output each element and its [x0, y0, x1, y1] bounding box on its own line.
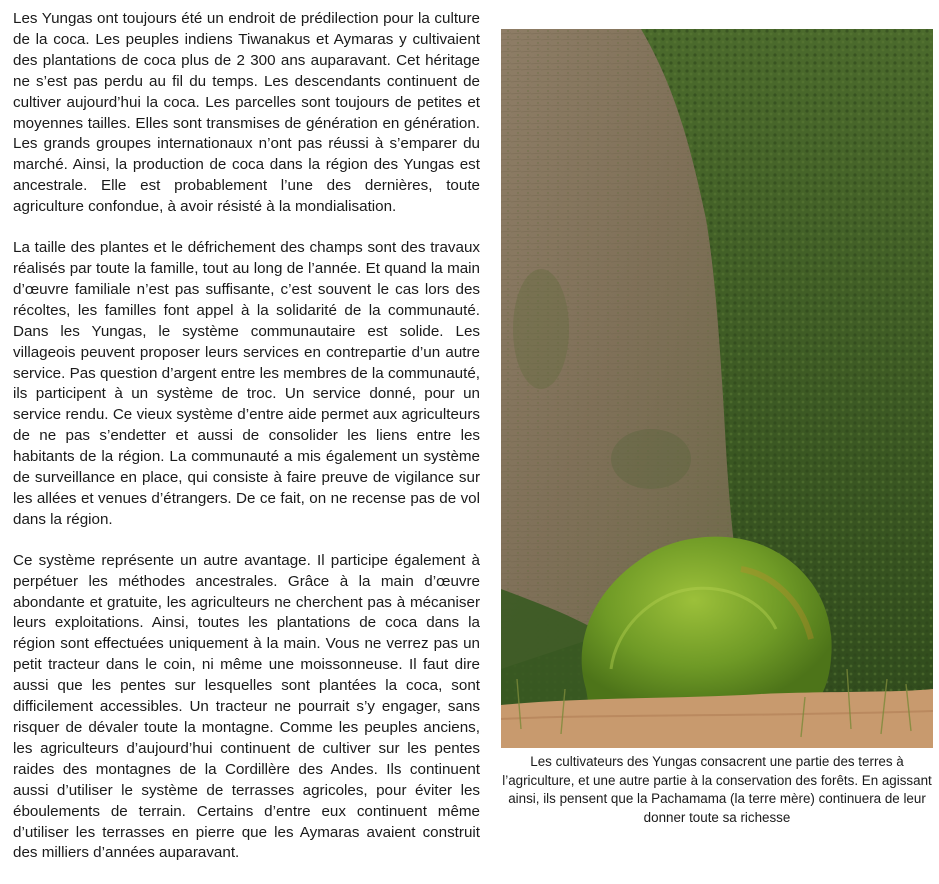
paragraph-1: Les Yungas ont toujours été un endroit de prédilection pour la culture de la coca. Les peuples indiens Tiwanakus et Aymaras y cultivaient des plantations de coca plus de 2 300 ans auparavant. Cet héritage ne s’est pas perdu au fil du temps. Les descendants continuent de cultiver aujourd’hui la coca. Les parcelles sont toujours de petites et moyennes tailles. Elles sont transmises de génération en génération. Les grands groupes internationaux n’ont pas réussi à s’emparer du marché. Ainsi, la production de coca dans la région des Yungas est ancestrale. Elle est probablement l’une des dernières, toute agriculture confondue, à avoir résisté à la mondialisation.	[13, 10, 480, 216]
article-body	[13, 9, 480, 884]
photo-caption: Les cultivateurs des Yungas consacrent une partie des terres à l’agriculture, et une autre partie à la conservation des forêts. En agissant ainsi, ils pensent que la Pachamama (la terre mère) continuera de leur donner toute sa richesse	[502, 754, 932, 825]
paragraph-3: Ce système représente un autre avantage. Il participe également à perpétuer les méthodes ancestrales. Grâce à la main d’œuvre abondante et gratuite, les agriculteurs ne cherchent pas à mécaniser leurs exploitations. Ainsi, toutes les plantations de coca dans la région sont effectuées uniquement à la main. Vous ne verrez pas un petit tracteur dans le coin, ni même une moissonneuse. Il faut dire aussi que les pentes sur lesquelles sont plantées la coca, sont difficilement accessibles. Un tracteur ne pourrait s’y engager, sans risquer de dévaler toute la montagne. Comme les peuples anciens, les agriculteurs d’aujourd’hui continuent de cultiver sur les pentes raides des montagnes de la Cordillère des Andes. Ils continuent aussi d’utiliser le système de terrasses agricoles, pour éviter les éboulements de terrain. Certains d’entre eux continuent même d’utiliser les terrasses en pierre que les Aymaras avaient construit des milliers d’années auparavant.	[13, 551, 480, 862]
paragraph-2: La taille des plantes et le défrichement des champs sont des travaux réalisés par toute la famille, tout au long de l’année. Et quand la main d’œuvre familiale n’est pas suffisante, c’est souvent le cas lors des récoltes, les familles font appel à la solidarité de la communauté. Dans les Yungas, le système communautaire est solide. Les villageois peuvent proposer leurs services en contrepartie d’un autre service. Pas question d’argent entre les membres de la communauté, ils participent à un système de troc. Un service donné, pour un service rendu. Ce vieux système d’entre aide permet aux agriculteurs de ne pas s’endetter et aussi de consolider les liens entre les habitants de la région. La communauté a mis également un système de surveillance en place, qui consiste à faire preuve de vigilance sur les allées et venues d’étrangers. De ce fait, on ne recense pas de vol dans la région.	[13, 239, 480, 528]
photo-illustration	[501, 29, 933, 748]
mountain-photo	[501, 29, 933, 748]
